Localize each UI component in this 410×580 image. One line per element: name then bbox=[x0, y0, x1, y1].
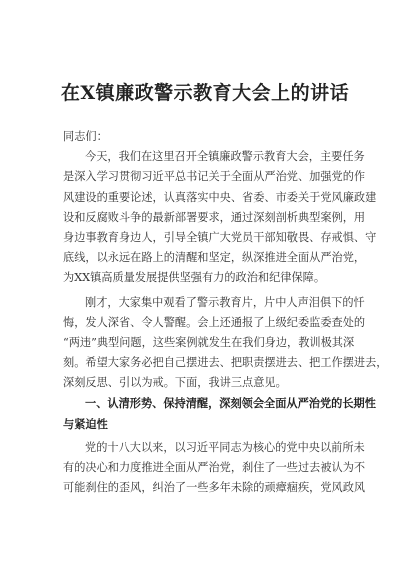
document-body bbox=[63, 127, 388, 498]
paragraph-line: 有的决心和力度推进全面从严治党，刹住了一些过去被认为不 bbox=[63, 461, 366, 474]
salutation: 同志们： bbox=[63, 130, 108, 143]
paragraph-line: 为XX镇高质量发展提供坚强有力的政治和纪律保障。 bbox=[63, 271, 326, 285]
paragraph-line: 身边事教育身边人，引导全镇广大党员干部知敬畏、存戒惧、守 bbox=[63, 230, 377, 244]
paragraph-line: 党的十八大以来，以习近平同志为核心的党中央以前所未 bbox=[85, 440, 365, 454]
section-heading: 一、认清形势、保持清醒，深刻领会全面从严治党的长期性 bbox=[85, 396, 376, 411]
paragraph-line: 是深入学习贯彻习近平总书记关于全面从严治党、加强党的作 bbox=[63, 170, 366, 184]
paragraph-line: 刻。希望大家务必把自己摆进去、把职责摆进去、把工作摆进去， bbox=[63, 356, 388, 370]
paragraph-line: 悔，发人深省、令人警醒。会上还通报了上级纪委监委查处的 bbox=[63, 315, 366, 329]
document-title: 在X镇廉政警示教育大会上的讲话 bbox=[60, 82, 350, 104]
section-heading: 与紧迫性 bbox=[63, 416, 108, 431]
paragraph-line: 刚才，大家集中观看了警示教育片，片中人声泪俱下的忏 bbox=[85, 295, 365, 309]
paragraph-line: 深刻反思、引以为戒。下面，我讲三点意见。 bbox=[63, 376, 287, 390]
paragraph-line: 可能刹住的歪风，纠治了一些多年未除的顽瘴痼疾，党风政风 bbox=[63, 481, 366, 495]
paragraph-line: 设和反腐败斗争的最新部署要求，通过深刻剖析典型案例，用 bbox=[63, 210, 366, 224]
paragraph-line: 风建设的重要论述，认真落实中央、省委、市委关于党风廉政建 bbox=[63, 190, 377, 204]
paragraph-line: 今天，我们在这里召开全镇廉政警示教育大会，主要任务 bbox=[85, 150, 365, 164]
paragraph-line: “两违”典型问题，这些案例就发生在我们身边，教训极其深 bbox=[63, 335, 355, 349]
paragraph-line: 底线，以永远在路上的清醒和坚定，纵深推进全面从严治党， bbox=[63, 251, 366, 265]
